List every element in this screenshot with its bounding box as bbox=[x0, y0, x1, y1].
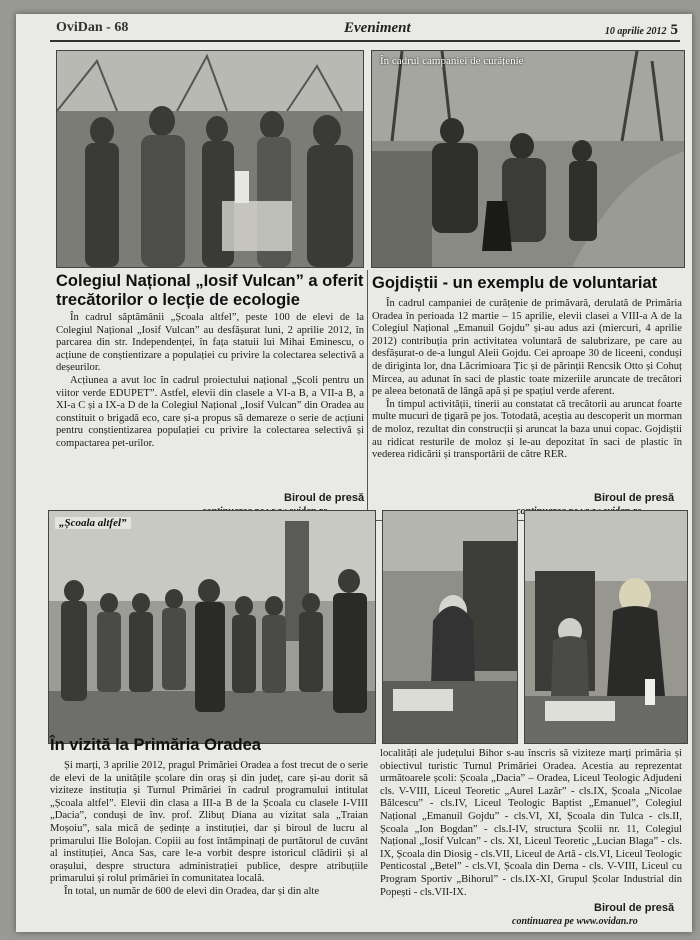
article3-body-col2 bbox=[380, 748, 682, 899]
article3-paragraph: Și marți, 3 aprilie 2012, pragul Primăriei Oradea a fost trecut de o serie de elevi de la unitățile școlare din oraș și din județ, care și-au dorit să viziteze instituția și Turnul Primăriei în cadrul programului intitulat „Școala altfel”. Elevii din clasa a III-a B de la Școala cu clasele I-VIII „Dacia”, conduși de înv. prof. Zlibuț Diana au vizitat sala „Traian Moșoiu”, sala mică de ședințe a instituției, dar și biroul de lucru al primarului Ilie Bolojan. Copiii au fost întâmpinați de purtătorul de cuvânt al instituției, Anca Sas, care le-a vorbit despre istoricul clădirii și al orașului, despre structura administrației publice, despre atribuțiile primarului și rolul primăriei în comunitatea locală. bbox=[50, 760, 368, 885]
article1-paragraph: Acțiunea a avut loc în cadrul proiectului național „Școli pentru un viitor verde EDUPET”. Astfel, elevii din clasele a VI-a B, a VII-a B, a XI-a C și a IX-a D de la Colegiul Național „Iosif Vulcan” din Oradea au constituit o brigadă eco, care și-a propus să demareze o serie de acțiuni pentru conștientizarea populației cu privire la colectarea selectivă și compactarea pet-urilor. bbox=[56, 374, 364, 449]
photo-office-woman bbox=[382, 510, 518, 744]
section-title: Eveniment bbox=[344, 20, 411, 36]
issue-date: 10 aprilie 2012 bbox=[604, 26, 667, 37]
article1-paragraph: În cadrul săptămânii „Școala altfel”, peste 100 de elevi de la Colegiul Național „Iosif Vulcan” au desfășurat luni, 2 aprilie 2012, în parcarea din str. Independenței, în fața statuii lui Mihai Eminescu, o acțiune de conștientizare a populației cu privire la colectarea selectivă a deșeurilor. bbox=[56, 312, 364, 374]
article2-body bbox=[372, 298, 682, 462]
article1-title: Colegiul Național „Iosif Vulcan” a oferit trecătorilor o lecție de ecologie bbox=[56, 272, 364, 309]
article3-paragraph: În total, un număr de 600 de elevi din Oradea, dar și din alte bbox=[64, 885, 320, 897]
photo-ecology-students bbox=[56, 50, 364, 268]
photo-cleaning-campaign bbox=[371, 50, 685, 268]
photo-school-group bbox=[48, 510, 376, 744]
article2-title: Gojdiștii - un exemplu de voluntariat bbox=[372, 274, 658, 292]
article3-title: În vizită la Primăria Oradea bbox=[50, 736, 261, 754]
page-number: 5 bbox=[670, 22, 678, 38]
article3-paragraph: localități ale județului Bihor s-au înscris să viziteze marți primăria și obiectivul turistic Turnul Primăriei Oradea. Acestia au reprezentat următoarele școli: Școala „Dacia” – Oradea, Liceul Teologic Adjudeni cls. V-VIII, Liceul Teoretic „Aurel Lazăr” - cls.IX, Școala „Nicolae Bălcescu” - cls.IV, Liceul Teologic Baptist „Emanuel”, Colegiul Național „Emanuil Gojdu” - cls.VI, XI, Școala din Tulca - cls.II, Școala „Ion Bogdan” - cls.I-IV, structura Școlii nr. 11, Colegiul Național „Iosif Vulcan” - cls. XI, Liceul Teoretic „Lucian Blaga” - cls. IX, Școala din Diosig - cls.VII, Liceul de Artă - cls.VI, Liceul Teologic Penticostal „Betel” - cls.VI, Școala din Derna - cls. V-VIII, Liceul cu Program Sportiv „Bihorul” - cls.IX-XI, Grupul Școlar Industrial din Popești - cls.VII-IX. bbox=[380, 748, 682, 898]
article3-signature: Biroul de presă bbox=[594, 902, 675, 914]
article3-body-col1 bbox=[50, 760, 368, 899]
article3-continue-link[interactable]: continuarea pe www.ovidan.ro bbox=[512, 916, 638, 927]
article2-signature: Biroul de presă bbox=[594, 492, 675, 504]
column-divider bbox=[367, 270, 368, 516]
publication-issue: OviDan - 68 bbox=[56, 20, 129, 35]
article2-paragraph: În timpul activității, tinerii au constatat că trecătorii au aruncat foarte multe mucuri de țigară pe jos. Totodată, aceștia au descoperit un morman de moloz, rezultat din construcții și aruncat la baza unui copac. Gojdiștii au ridicat resturile de moloz și le-au depozitat în saci de plastic în vederea ridicării și transportării de către RER. bbox=[372, 398, 683, 461]
article1-signature: Biroul de presă bbox=[284, 492, 365, 504]
photo-caption-campaign: În cadrul campaniei de curățenie bbox=[380, 55, 524, 67]
page-header bbox=[16, 20, 692, 40]
photo-woman-child bbox=[524, 510, 688, 744]
article2-paragraph: În cadrul campaniei de curățenie de primăvară, derulată de Primăria Oradea în perioada 12 martie – 15 aprilie, elevii clasei a VIII-a A de la Colegiul Național „Emanuil Gojdu” și-au adus azi (miercuri, 4 aprilie 2012) contribuția prin activitatea voluntară de salubrizare, pe care au desfășurat-o de-a lungul Aleii Gojdu. Cei aproape 30 de liceeni, conduși de diriginta lor, dna Lăcrimioara Țic și de părinții Rencsik Otto și Cohuț Mircea, au adunat în saci de plastic toate mizeriile aruncate de trecători pe aleea betonată de lângă apă și pe spațiul verde aferent. bbox=[372, 298, 682, 398]
article1-body bbox=[56, 312, 364, 451]
photo-caption-school: „Școala altfel” bbox=[55, 517, 131, 529]
newspaper-page bbox=[16, 14, 692, 932]
header-rule bbox=[50, 40, 680, 42]
date-page bbox=[605, 22, 678, 39]
